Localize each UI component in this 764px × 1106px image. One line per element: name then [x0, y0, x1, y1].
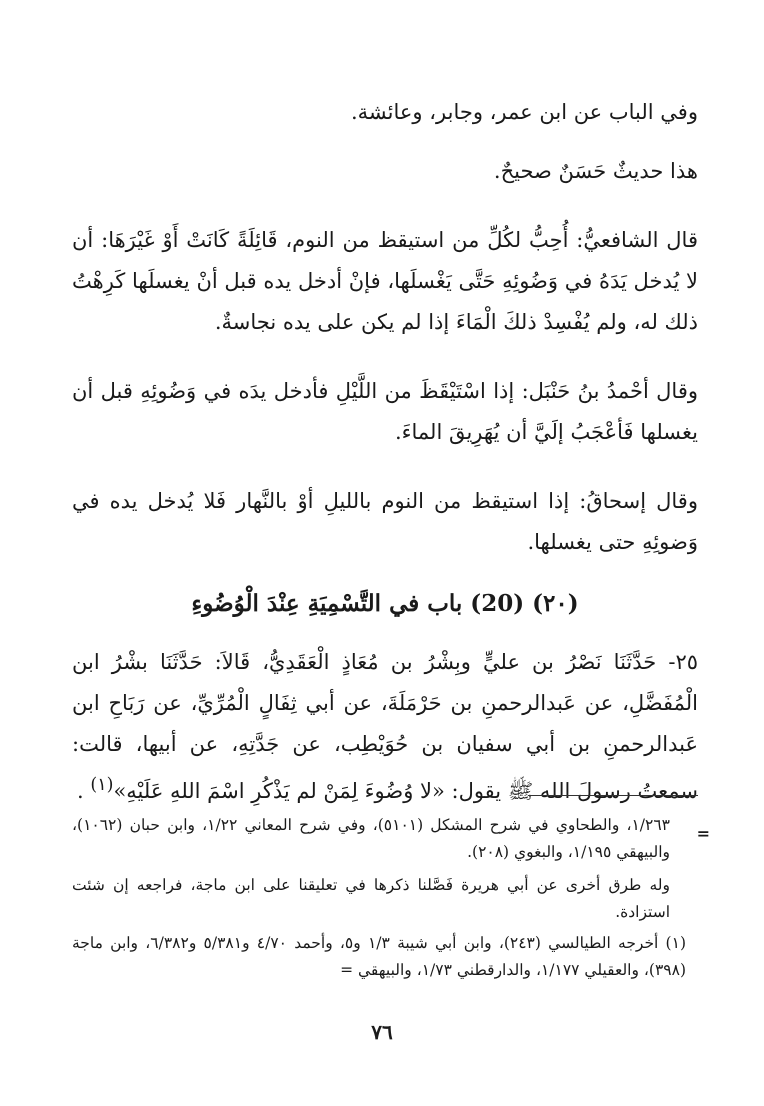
page-number: ٧٦ — [371, 1020, 393, 1044]
paragraph-chapter-note: وفي الباب عن ابن عمر، وجابر، وعائشة. — [350, 100, 698, 124]
main-text — [72, 92, 698, 812]
footnotes — [72, 812, 710, 984]
paragraph-ahmad: وقال أحْمدُ بنُ حَنْبَل: إذا اسْتَيْقَظَ من اللَّيْلِ فأدخل يدَه في وَضُوئِهِ قبل أن يغسلها فَأعْجَبُ إلَيَّ أن يُهَرِيقَ الماءَ. — [72, 379, 698, 444]
footnote-separator — [528, 795, 698, 796]
footnote-1: (١) أخرجه الطيالسي (٢٤٣)، وابن أبي شيبة ١/٣ و٥، وأحمد ٤/٧٠ و٥/٣٨١ و٦/٣٨٢، وابن ماجة (٣٩٨)، والعقيلي ١/١٧٧، والدارقطني ١/٧٣، والبيهقي = — [72, 934, 686, 979]
continuation-marker: = — [696, 824, 710, 843]
chapter-heading: (٢٠) (20) باب في التَّسْمِيَةِ عِنْدَ الْوُضُوءِ — [191, 590, 579, 617]
footnote-reference: (١) — [90, 775, 114, 795]
footnote-continuation-extra: وله طرق أخرى عن أبي هريرة فَصَّلنا ذكرها في تعليقنا على ابن ماجة، فراجعه إن شئت استزادة. — [72, 876, 670, 921]
paragraph-shafii: قال الشافعيُّ: أُحِبُّ لكُلِّ من استيقظ من النوم، قَائِلَةً كَانَتْ أَوْ غَيْرَهَا: أن لا يُدخل يَدَهُ في وَضُوئِهِ حَتَّى يَغْسلَها، فإنْ أدخل يده قبل أنْ يغسلَها كَرِهْتُ ذلك له، ولم يُفْسِدْ ذلكَ الْمَاءَ إذا لم يكن على يده نجاسةٌ. — [72, 228, 698, 334]
paragraph-grading: هذا حديثٌ حَسَنٌ صحيحٌ. — [493, 159, 698, 183]
footnote-continuation: ١/٢٦٣، والطحاوي في شرح المشكل (٥١٠١)، وفي شرح المعاني ١/٢٢، وابن حبان (١٠٦٢)، والبيهقي ١/١٩٥، والبغوي (٢٠٨). — [72, 816, 671, 861]
paragraph-ishaq: وقال إسحاقُ: إذا استيقظ من النوم بالليلِ أوْ بالنَّهار فَلا يُدخل يده في وَضوئِهِ حتى يغسلها. — [72, 489, 698, 554]
hadith-text: ٢٥- حَدَّثَنَا نَصْرُ بن عليٍّ وبِشْرُ بن مُعَاذٍ الْعَقَدِيُّ، قَالاَ: حَدَّثَنَا بشْرُ ابن الْمُفَضَّلِ، عن عَبدالرحمنِ بن حَرْمَلَةَ، عن أبي ثِفَالٍ الْمُرِّيِّ، عن رَبَاحِ ابن عَبدالرحمنِ بن أبي سفيان بن حُوَيْطِب، عن جَدَّتِهِ، عن أبيها، قالت: سمعتُ رسولَ الله ﷺ يقول: «لا وُضُوءَ لِمَنْ لم يَذْكُرِ اسْمَ اللهِ عَلَيْهِ» — [72, 650, 698, 803]
hadith-paragraph — [72, 642, 698, 812]
hadith-end: . — [77, 779, 91, 803]
